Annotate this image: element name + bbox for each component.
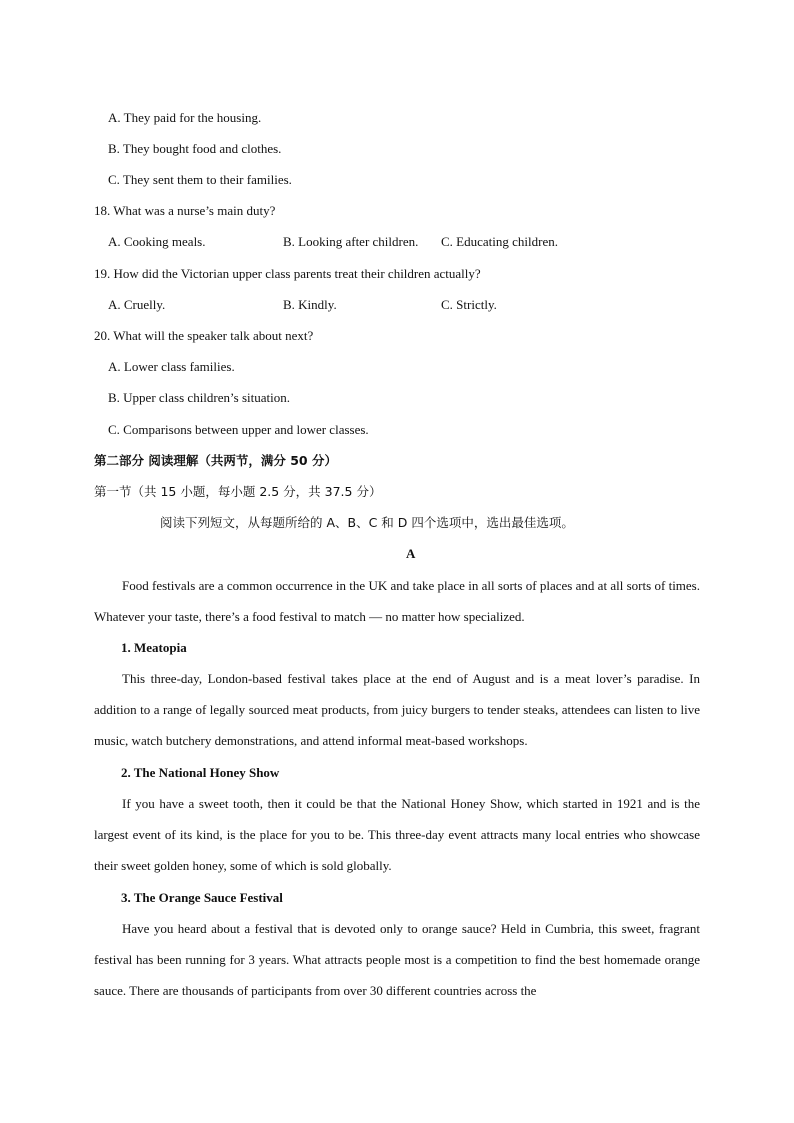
q19-option-a: A. Cruelly. <box>108 297 166 312</box>
q20-option-c: C. Comparisons between upper and lower classes. <box>108 422 369 437</box>
festival-2-text: If you have a sweet tooth, then it could be that the National Honey Show, which started in 1921 and is the largest event of its kind, is the place for you to be. This three-day event attracts many local entries who showcase their sweet golden honey, some of which is sold globally. <box>94 796 700 873</box>
instruction: 阅读下列短文，从每题所给的 A、B、C 和 D 四个选项中，选出最佳选项。 <box>160 515 574 530</box>
part2-heading: 第二部分 阅读理解（共两节，满分 50 分） <box>94 453 337 468</box>
festival-2-paragraph <box>94 788 700 881</box>
festival-2-title: 2. The National Honey Show <box>121 765 280 780</box>
q19-option-b: B. Kindly. <box>283 297 337 312</box>
q20-option-b: B. Upper class children’s situation. <box>108 390 290 405</box>
section1-heading: 第一节（共 15 小题，每小题 2.5 分，共 37.5 分） <box>94 484 382 499</box>
festival-1-text: This three-day, London-based festival takes place at the end of August and is a meat lover’s paradise. In addition to a range of legally sourced meat products, from juicy burgers to tender steaks, attendees can listen to live music, watch butchery demonstrations, and attend informal meat-based workshops. <box>94 671 700 748</box>
festival-3-text: Have you heard about a festival that is devoted only to orange sauce? Held in Cumbria, this sweet, fragrant festival has been running for 3 years. What attracts people most is a competition to find the best homemade orange sauce. There are thousands of participants from over 30 different countries across the <box>94 921 700 998</box>
q19-question: 19. How did the Victorian upper class parents treat their children actually? <box>94 266 481 281</box>
intro-text: Food festivals are a common occurrence in the UK and take place in all sorts of places and at all sorts of times. Whatever your taste, there’s a food festival to match — no matter how specialized. <box>94 578 700 624</box>
festival-3-title: 3. The Orange Sauce Festival <box>121 890 283 905</box>
q17-option-a: A. They paid for the housing. <box>108 110 262 125</box>
q20-option-a: A. Lower class families. <box>108 359 235 374</box>
q18-option-a: A. Cooking meals. <box>108 234 206 249</box>
q19-option-c: C. Strictly. <box>441 297 497 312</box>
q17-option-b: B. They bought food and clothes. <box>108 141 282 156</box>
festival-3-paragraph <box>94 913 700 1006</box>
festival-1-title: 1. Meatopia <box>121 640 187 655</box>
q18-option-b: B. Looking after children. <box>283 234 419 249</box>
q20-question: 20. What will the speaker talk about next? <box>94 328 314 343</box>
q18-option-c: C. Educating children. <box>441 234 558 249</box>
festival-1-paragraph <box>94 663 700 756</box>
passage-label: A <box>406 546 416 561</box>
q18-question: 18. What was a nurse’s main duty? <box>94 203 276 218</box>
intro-paragraph <box>94 570 700 632</box>
q17-option-c: C. They sent them to their families. <box>108 172 292 187</box>
